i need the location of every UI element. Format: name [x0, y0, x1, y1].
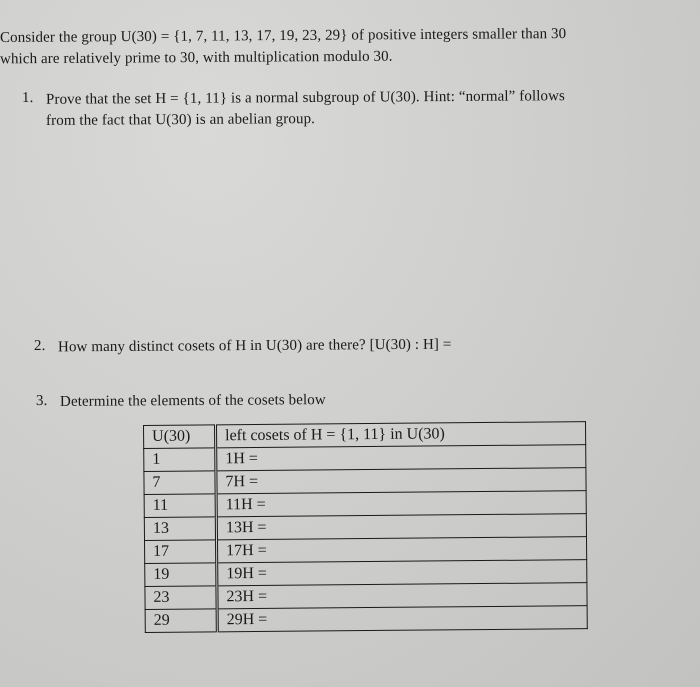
element-cell: 1: [144, 448, 216, 472]
element-cell: 13: [144, 517, 216, 541]
coset-cell: 11H =: [216, 491, 586, 517]
question-3-text: Determine the elements of the cosets below: [59, 392, 326, 410]
element-cell: 7: [144, 471, 216, 495]
cosets-table: [143, 421, 588, 633]
header-cosets-column: left cosets of H = {1, 11} in U(30): [216, 422, 586, 448]
table-row: [145, 606, 587, 633]
coset-cell: 1H =: [216, 445, 586, 471]
header-group-column: U(30): [144, 425, 216, 449]
question-1-line-2: from the fact that U(30) is an abelian group.: [45, 111, 316, 129]
question-3-number: 3.: [35, 392, 48, 410]
coset-cell: 29H =: [217, 606, 587, 632]
question-1-line-1: Prove that the set H = {1, 11} is a normal subgroup of U(30). Hint: “normal” follows: [45, 88, 565, 108]
coset-cell: 17H =: [217, 537, 587, 563]
element-cell: 19: [145, 563, 217, 587]
coset-cell: 19H =: [217, 560, 587, 586]
coset-cell: 23H =: [217, 583, 587, 609]
question-2-text: How many distinct cosets of H in U(30) are there? [U(30) : H] =: [57, 336, 452, 356]
intro-line-2: which are relatively prime to 30, with multiplication modulo 30.: [0, 48, 393, 68]
question-2-number: 2.: [33, 337, 46, 355]
element-cell: 23: [145, 586, 217, 610]
intro-line-1: Consider the group U(30) = {1, 7, 11, 13, 17, 19, 23, 29} of positive integers smaller than 30: [0, 26, 567, 46]
element-cell: 11: [144, 494, 216, 518]
element-cell: 17: [145, 540, 217, 564]
coset-cell: 13H =: [216, 514, 586, 540]
element-cell: 29: [145, 609, 217, 633]
coset-cell: 7H =: [216, 468, 586, 494]
question-1-number: 1.: [21, 89, 34, 107]
